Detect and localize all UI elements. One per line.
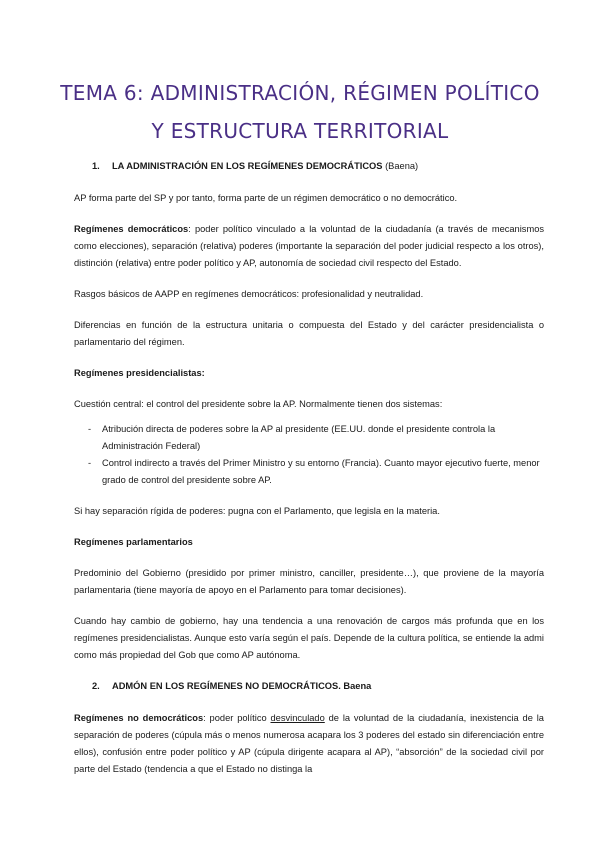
- paragraph-text: de la voluntad de la ciudadanía, inexistencia de la separación de poderes (cúpula más o menos numerosa acapara los 3 poderes del estado sin diferenciación entre ellos), confusión entre poder político y AP (cúpula dirigente acapara al AP), “absorción” de la sociedad civil por parte del Estado (tendencia a que el Estado no distinga la: [74, 713, 544, 774]
- document-body: [74, 158, 544, 792]
- paragraph: Predominio del Gobierno (presidido por primer ministro, canciller, presidente…), que proviene de la mayoría parlamentaria (tiene mayoría de apoyo en el Parlamento para tomar decisiones).: [74, 568, 544, 595]
- list-item-text: Control indirecto a través del Primer Ministro y su entorno (Francia). Cuanto mayor ejecutivo fuerte, menor grado de control del presidente sobre AP.: [102, 458, 540, 485]
- dash-marker: -: [88, 424, 92, 434]
- list-item: [74, 421, 544, 455]
- bullet-list: [74, 421, 544, 489]
- section-1-number: 1.: [92, 161, 100, 171]
- dash-marker: -: [88, 458, 92, 468]
- paragraph: Rasgos básicos de AAPP en regímenes democráticos: profesionalidad y neutralidad.: [74, 289, 424, 299]
- section-1-heading-suffix: (Baena): [382, 161, 419, 171]
- paragraph: Si hay separación rígida de poderes: pugna con el Parlamento, que legisla en la materia.: [74, 506, 440, 516]
- paragraph: Diferencias en función de la estructura unitaria o compuesta del Estado y del carácter presidencialista o parlamentario del régimen.: [74, 320, 544, 347]
- term-bold: Regímenes democráticos: [74, 224, 189, 234]
- list-item-text: Atribución directa de poderes sobre la AP al presidente (EE.UU. donde el presidente controla la Administración Federal): [102, 424, 496, 451]
- section-2-heading-text: ADMÓN EN LOS REGÍMENES NO DEMOCRÁTICOS. Baena: [112, 681, 372, 691]
- section-2-number: 2.: [92, 681, 100, 691]
- section-1-heading-text: LA ADMINISTRACIÓN EN LOS REGÍMENES DEMOCRÁTICOS: [112, 161, 383, 171]
- paragraph-democratic-regimes: [74, 221, 544, 272]
- paragraph: Cuando hay cambio de gobierno, hay una tendencia a una renovación de cargos más profunda que en los regímenes presidencialistas. Aunque esto varía según el país. Depende de la cultura política, se entiende la admi como más propiedad del Gob que como AP autónoma.: [74, 616, 544, 660]
- paragraph-text: : poder político vinculado a la voluntad de la ciudadanía (a través de mecanismos como elecciones), separación (relativa) poderes (importante la separación del poder judicial respecto a los otros), distinción (relativa) entre poder político y AP, autonomía de sociedad civil respecto del Estado.: [74, 224, 545, 268]
- document-title: TEMA 6: ADMINISTRACIÓN, RÉGIMEN POLÍTICO Y ESTRUCTURA TERRITORIAL: [60, 81, 540, 143]
- underlined-word: desvinculado: [270, 713, 325, 723]
- paragraph: Cuestión central: el control del presidente sobre la AP. Normalmente tienen dos sistemas:: [74, 399, 443, 409]
- subheading-parliamentary: Regímenes parlamentarios: [74, 537, 193, 547]
- paragraph-non-democratic-regimes: [74, 710, 544, 778]
- paragraph: AP forma parte del SP y por tanto, forma parte de un régimen democrático o no democrático.: [74, 193, 458, 203]
- paragraph-text: : poder político: [203, 713, 271, 723]
- section-1-heading: [74, 158, 544, 175]
- term-bold: Regímenes no democráticos: [74, 713, 204, 723]
- list-item: [74, 455, 544, 489]
- section-2-heading: [74, 678, 544, 695]
- subheading-presidential: Regímenes presidencialistas:: [74, 368, 205, 378]
